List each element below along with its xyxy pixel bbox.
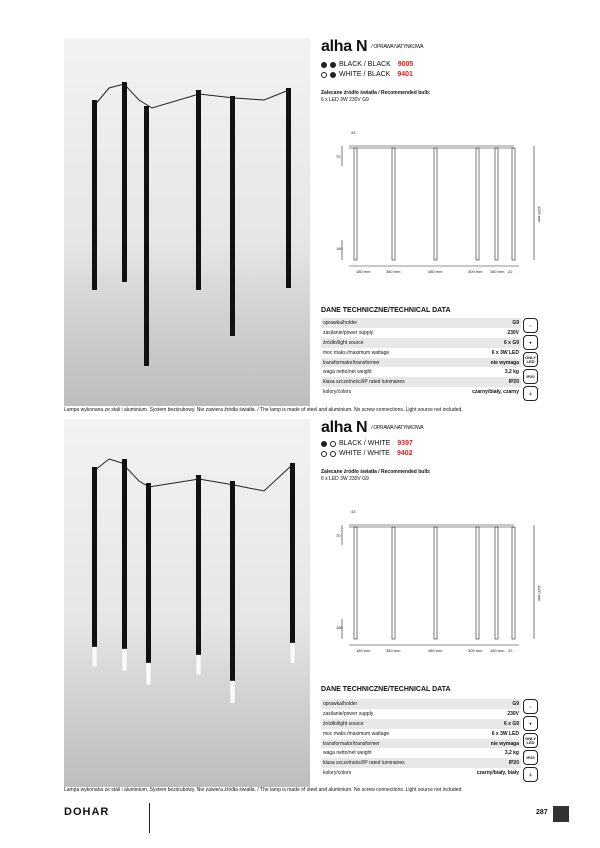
footer-divider: [149, 803, 150, 833]
page-number: 287: [536, 809, 548, 816]
spec-row: kolory/colors czarny/biały, czarny: [323, 389, 519, 396]
svg-text:1100 mm: 1100 mm: [537, 585, 542, 602]
spec-row: transformator/transformer nie wymaga: [323, 740, 519, 747]
product-note-1: Lampa wykonana ze stali i aluminium. System bezśrubowy. Nie zawiera źródła światła. / The lamp is made of steel and aluminium. No screw connections. Light source not included.: [64, 407, 463, 413]
product-photo-white: [64, 419, 310, 787]
spec-row: transformator/transformer nie wymaga: [323, 359, 519, 366]
ceiling-mount-icon: ⌂: [523, 699, 538, 714]
white-swatch-icon: [321, 72, 327, 78]
svg-text:1100 mm: 1100 mm: [537, 206, 542, 223]
dimension-drawing: [334, 126, 552, 276]
svg-text:180: 180: [336, 625, 343, 630]
spec-row: moc maks./maximum wattage 6 x 3W LED: [323, 349, 519, 356]
spec-table: [321, 318, 521, 397]
dimension-drawing: [334, 505, 552, 655]
spec-row: źródło/light source 6 x G9: [323, 339, 519, 346]
spec-row: klasa szczelności/IP rated luminaires IP20: [323, 760, 519, 767]
product-note-2: Lampa wykonana ze stali i aluminium. System bezśrubowy. Nie zawiera źródła światła. / The lamp is made of steel and aluminium. No screw connections. Light source not included.: [64, 787, 463, 793]
black-swatch-icon: [321, 62, 327, 68]
spec-row: klasa szczelności/IP rated luminaires IP20: [323, 379, 519, 386]
spec-row: zasilanie/power supply 230V: [323, 710, 519, 717]
svg-text:70: 70: [336, 154, 341, 159]
page-marker: [553, 806, 569, 822]
class-one-ground-icon: ⏚: [523, 386, 538, 401]
product-title: alha N / OPRAWA NATYNKOWA: [321, 38, 424, 55]
g9-bulb-icon: ▾: [523, 335, 538, 350]
svg-text:480 mm: 480 mm: [428, 648, 443, 653]
led-icon: ONLY LED: [523, 352, 538, 367]
spec-row: waga netto/net weight 3,2 kg: [323, 750, 519, 757]
g9-bulb-icon: ▾: [523, 716, 538, 731]
feature-icons: [523, 318, 538, 401]
svg-text:480 mm: 480 mm: [428, 269, 443, 274]
svg-text:22: 22: [508, 269, 513, 274]
svg-text:180 mm: 180 mm: [490, 648, 505, 653]
svg-text:43: 43: [351, 509, 356, 514]
variant-white-black: WHITE / BLACK 9401: [321, 71, 413, 78]
svg-text:180: 180: [336, 246, 343, 251]
svg-text:180 mm: 180 mm: [490, 269, 505, 274]
variant-black-black: BLACK / BLACK 9005: [321, 61, 413, 68]
black-swatch-icon: [330, 62, 336, 68]
ceiling-mount-icon: ⌂: [523, 318, 538, 333]
spec-table: [321, 699, 521, 778]
recommended-bulb: Zalecane źródło światła / Recommended bulb: 6 x LED 3W 230V G9: [321, 90, 431, 103]
spec-row: waga netto/net weight 3,2 kg: [323, 369, 519, 376]
class-one-ground-icon: ⏚: [523, 767, 538, 782]
spec-row: zasilanie/power supply 230V: [323, 329, 519, 336]
svg-text:380 mm: 380 mm: [386, 648, 401, 653]
white-swatch-icon: [330, 451, 336, 457]
ip20-icon: IP20: [523, 369, 538, 384]
svg-text:43: 43: [351, 130, 356, 135]
spec-row: oprawka/holder G9: [323, 700, 519, 707]
brand-logo: DOHAR: [64, 806, 110, 818]
spec-row: moc maks./maximum wattage 6 x 3W LED: [323, 730, 519, 737]
led-icon: ONLY LED: [523, 733, 538, 748]
product-section-2: [64, 419, 552, 787]
ip20-icon: IP20: [523, 750, 538, 765]
black-swatch-icon: [321, 441, 327, 447]
svg-text:180 mm: 180 mm: [356, 648, 371, 653]
spec-row: oprawka/holder G9: [323, 319, 519, 326]
white-swatch-icon: [330, 441, 336, 447]
variant-white-white: WHITE / WHITE 9402: [321, 450, 413, 457]
white-swatch-icon: [321, 451, 327, 457]
tech-data-title: DANE TECHNICZNE/TECHNICAL DATA: [321, 686, 451, 693]
tech-data-title: DANE TECHNICZNE/TECHNICAL DATA: [321, 307, 451, 314]
feature-icons: [523, 699, 538, 782]
svg-text:300 mm: 300 mm: [468, 648, 483, 653]
recommended-bulb: Zalecane źródło światła / Recommended bulb: 6 x LED 3W 230V G9: [321, 469, 431, 482]
black-swatch-icon: [330, 72, 336, 78]
variant-black-white: BLACK / WHITE 9397: [321, 440, 413, 447]
svg-text:380 mm: 380 mm: [386, 269, 401, 274]
svg-text:70: 70: [336, 533, 341, 538]
svg-text:300 mm: 300 mm: [468, 269, 483, 274]
product-section-1: [64, 38, 552, 406]
svg-text:22: 22: [508, 648, 513, 653]
product-title: alha N / OPRAWA NATYNKOWA: [321, 419, 424, 436]
spec-row: źródło/light source 6 x G9: [323, 720, 519, 727]
svg-text:180 mm: 180 mm: [356, 269, 371, 274]
product-photo-black: [64, 38, 310, 406]
spec-row: kolory/colors czarny/biały, biały: [323, 770, 519, 777]
